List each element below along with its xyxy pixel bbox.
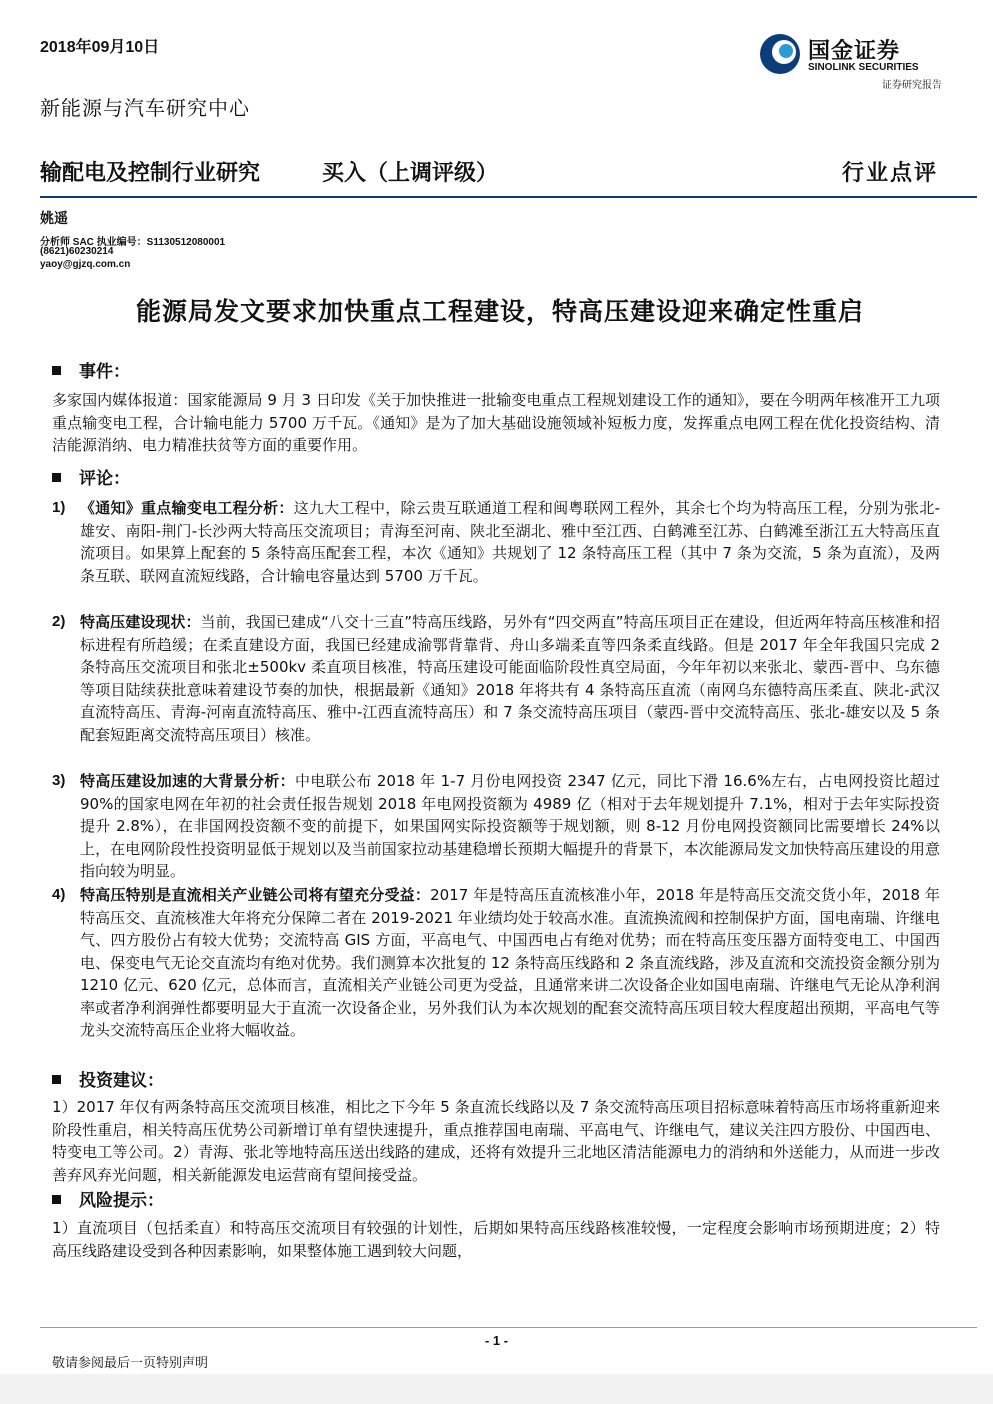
section-risk-heading: 风险提示： [52, 1186, 164, 1211]
square-bullet-icon [52, 1195, 61, 1204]
square-bullet-icon [52, 473, 61, 482]
report-headline: 能源局发文要求加快重点工程建设，特高压建设迎来确定性重启 [135, 297, 864, 326]
comment-item-3: 3) 特高压建设加速的大背景分析：中电联公布 2018 年 1-7 月份电网投资 2347 亿元，同比下滑 16.6%左右，占电网投资比超过 90%的国家电网在年初的社会责任报告规划 2018 年电网投资额为 4989 亿（相对于去年规划提升 7.1%，相对于去年实际投资提升 2.8%），在非国网投资额不变的前提下，如果国网实际投资额等于规划额，则 8-12 月份电网投资额同比需要增长 24%以上，在电网阶段性投资明显低于规划以及当前国家拉动基建稳增长预期大幅提升的背景下，本次能源局发文加快特高压建设的用意指向较为明显。 [52, 772, 940, 880]
rating-label: 买入（上调评级） [322, 161, 499, 186]
event-paragraph: 多家国内媒体报道：国家能源局 9 月 3 日印发《关于加快推进一批输变电重点工程规划建设工作的通知》，要在今明两年核准开工九项重点输变电工程，合计输电能力 5700 万千瓦。《通知》是为了加大基础设施领域补短板力度，发挥重点电网工程在优化投资结构、清洁能源消纳、电力精准扶贫等方面的重要作用。 [52, 391, 940, 454]
author-phone: (8621)60230214 [40, 246, 114, 257]
logo-subtitle: 证券研究报告 [882, 80, 942, 91]
footer-disclaimer: 敬请参阅最后一页特别声明 [52, 1356, 209, 1371]
research-center: 新能源与汽车研究中心 [40, 96, 250, 120]
report-date: 2018年09月10日 [40, 39, 160, 56]
author-name: 姚遥 [40, 211, 68, 227]
logo-chinese-name: 国金证券 [808, 39, 901, 64]
comment-item-2: 2) 特高压建设现状：当前，我国已建成“八交十三直”特高压线路，另外有“四交两直”特高压项目正在建设，但近两年特高压核准和招标进程有所趋缓；在柔直建设方面，我国已经建成渝鄂背靠背、舟山多端柔直等四条柔直线路。但是 2017 年全年我国只完成 2 条特高压交流项目和张北±500kv 柔直项目核准，特高压建设可能面临阶段性真空局面，今年年初以来张北、蒙西-晋中、乌东德等项目陆续获批意味着建设节奏的加快，根据最新《通知》2018 年将共有 4 条特高压直流（南网乌东德特高压柔直、陕北-武汉直流特高压、青海-河南直流特高压、雅中-江西直流特高压）和 7 条交流特高压项目（蒙西-晋中交流特高压、张北-雄安以及 5 条配套短距离交流特高压项目）核准。 [52, 613, 940, 744]
comment-item-4: 4) 特高压特别是直流相关产业链公司将有望充分受益：2017 年是特高压直流核准小年，2018 年是特高压交流交货小年，2018 年特高压交、直流核准大年将充分保障二者在 2019-2021 年业绩均处于较高水准。直流换流阀和控制保护方面，国电南瑞、许继电气、四方股份占有较大优势；交流特高 GIS 方面，平高电气、中国西电占有绝对优势；而在特高压变压器方面特变电工、中国西电、保变电气无论交直流均有绝对优势。我们测算本次批复的 12 条特高压线路和 2 条直流线路，涉及直流和交流投资金额分别为 1210 亿元、620 亿元，总体而言，直流相关产业链公司更为受益，且通常来讲二次设备企业如国电南瑞、许继电气无论从净利润率或者净利润弹性都要明显大于直流一次设备企业，另外我们认为本次规划的配套交流特高压项目较大程度超出预期，平高电气等龙头交流特高压企业将大幅收益。 [52, 886, 940, 1039]
comment-item-1: 1) 《通知》重点输变电工程分析：这九大工程中，除云贵互联通道工程和闽粤联网工程外，其余七个均为特高压工程，分别为张北-雄安、南阳-荆门-长沙两大特高压交流项目；青海至河南、陕北至湖北、雅中至江西、白鹤滩至江苏、白鹤滩至浙江五大特高压直流项目。如果算上配套的 5 条特高压配套工程，本次《通知》共规划了 12 条特高压工程（其中 7 条为交流，5 条为直流），及两条互联、联网直流短线路，合计输电容量达到 5700 万千瓦。 [52, 499, 940, 585]
invest-paragraph: 1）2017 年仅有两条特高压交流项目核准，相比之下今年 5 条直流长线路以及 7 条交流特高压项目招标意味着特高压市场将重新迎来阶段性重启，相关特高压优势公司新增订单有望快速提升，重点推荐国电南瑞、平高电气、许继电气，建议关注四方股份、中国西电、特变电工等公司。2）青海、张北等地特高压送出线路的建成，还将有效提升三北地区清洁能源电力的消纳和外送能力，从而进一步改善弃风弃光问题，相关新能源发电运营商有望间接受益。 [52, 1098, 940, 1184]
square-bullet-icon [52, 1075, 61, 1084]
sinolink-logo-icon [758, 32, 802, 76]
author-email: yaoy@gjzq.com.cn [40, 259, 131, 270]
logo-english-name: SINOLINK SECURITIES [808, 62, 919, 73]
company-logo [758, 30, 948, 92]
section-comment-heading: 评论： [52, 464, 130, 489]
footer-divider [40, 1327, 977, 1328]
section-invest-heading: 投资建议： [52, 1066, 164, 1091]
header-divider [40, 196, 977, 198]
author-sac: 分析师 SAC 执业编号：S1130512080001 [40, 237, 226, 248]
bottom-band [0, 1374, 993, 1404]
square-bullet-icon [52, 366, 61, 375]
risk-paragraph: 1）直流项目（包括柔直）和特高压交流项目有较强的计划性，后期如果特高压线路核准较慢，一定程度会影响市场预期进度；2）特高压线路建设受到各种因素影响，如果整体施工遇到较大问题， [52, 1219, 940, 1260]
industry-title: 输配电及控制行业研究 [40, 161, 261, 186]
page-number: - 1 - [484, 1333, 509, 1348]
section-event-heading: 事件： [52, 357, 130, 382]
report-type: 行业点评 [841, 160, 938, 186]
